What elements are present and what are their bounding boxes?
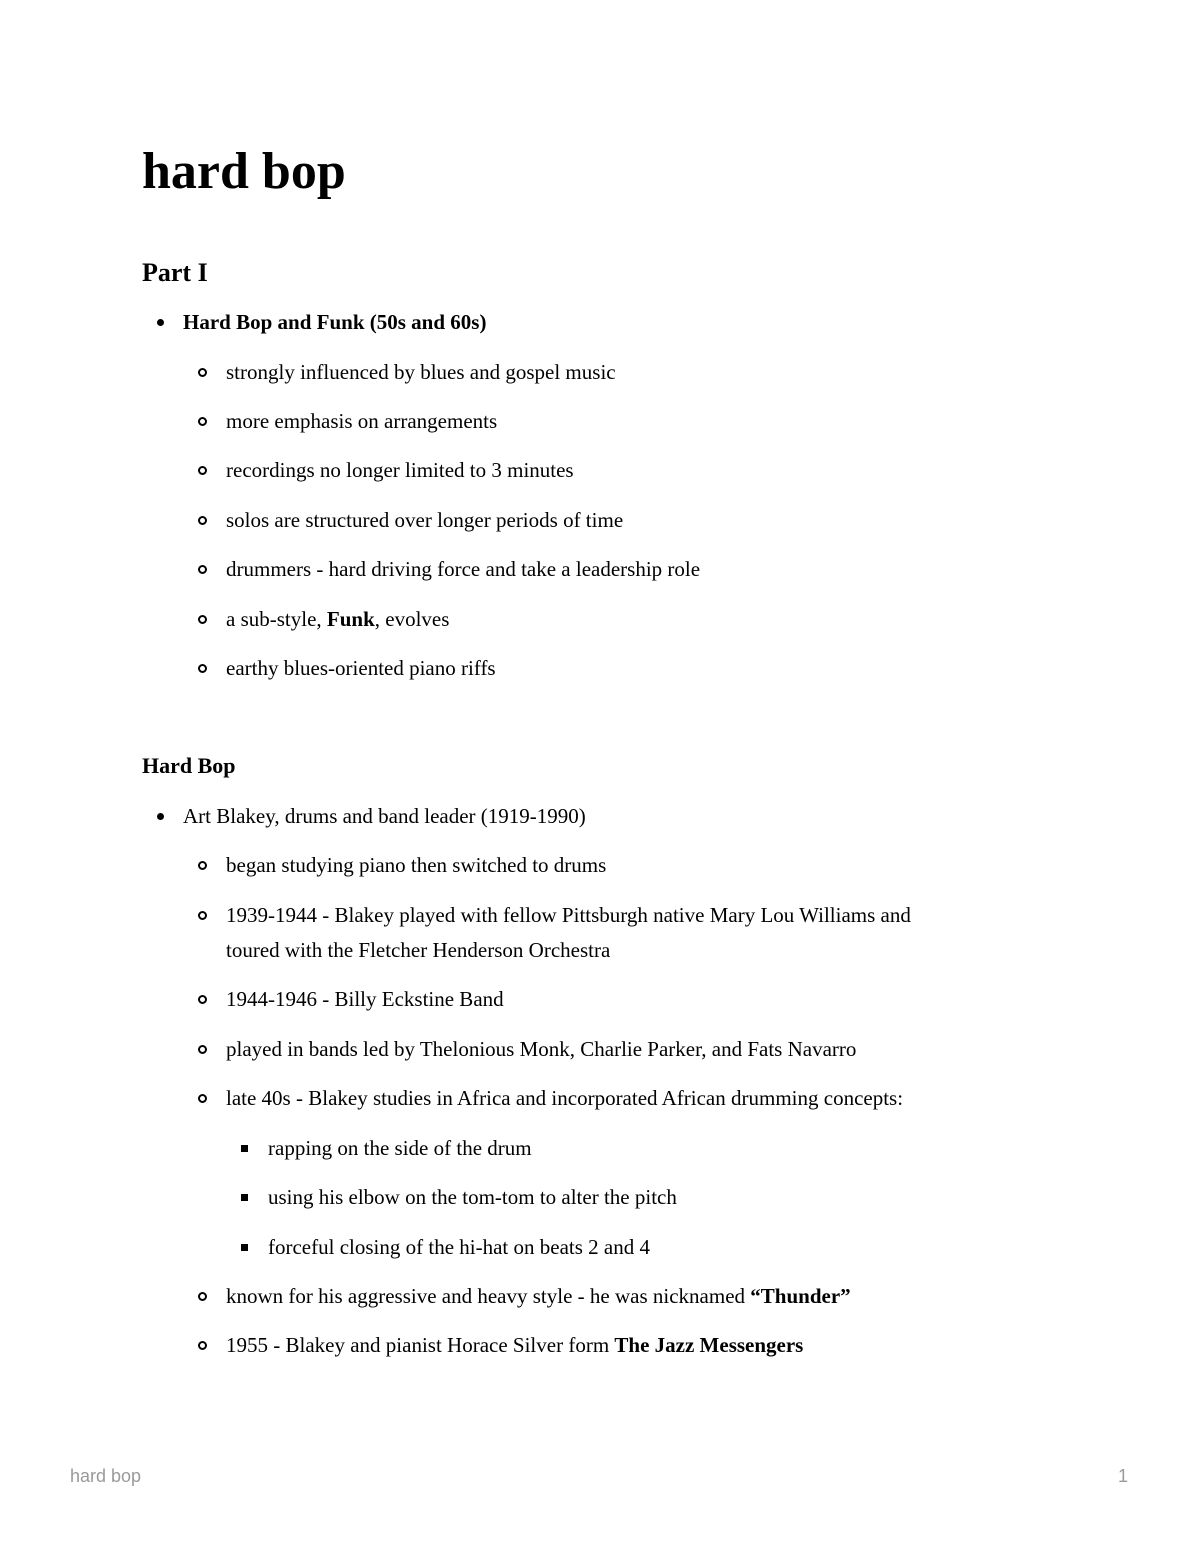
bullet-circle-icon <box>198 1045 207 1054</box>
bullet-circle-icon <box>198 1341 207 1350</box>
list-item <box>226 552 700 587</box>
bullet-circle-icon <box>198 368 207 377</box>
list-item <box>183 305 486 340</box>
list-item-text: Art Blakey, drums and band leader (1919-1990) <box>183 804 586 828</box>
list-item-text: 1955 - Blakey and pianist Horace Silver form <box>226 1333 615 1357</box>
bullet-square-icon <box>241 1145 248 1152</box>
list-item <box>226 503 623 538</box>
list-item-text: late 40s - Blakey studies in Africa and incorporated African drumming concepts: <box>226 1086 904 1110</box>
list-item <box>226 898 911 933</box>
list-item <box>226 651 496 686</box>
list-item-text: a sub-style, <box>226 607 327 631</box>
list-item-text: 1944-1946 - Billy Eckstine Band <box>226 987 504 1011</box>
list-item <box>226 848 606 883</box>
bullet-circle-icon <box>198 516 207 525</box>
list-item-text: recordings no longer limited to 3 minutes <box>226 458 574 482</box>
list-item-text: toured with the Fletcher Henderson Orchestra <box>226 938 611 962</box>
list-item-text: , evolves <box>374 607 450 631</box>
bullet-circle-icon <box>198 417 207 426</box>
list-item-text: began studying piano then switched to drums <box>226 853 607 877</box>
bullet-circle-icon <box>198 861 207 870</box>
list-item <box>226 602 449 637</box>
bullet-circle-icon <box>198 1094 207 1103</box>
list-item-text: more emphasis on arrangements <box>226 409 498 433</box>
list-item-text: forceful closing of the hi-hat on beats 2 and 4 <box>268 1235 650 1259</box>
bullet-circle-icon <box>198 664 207 673</box>
list-item-text: drummers - hard driving force and take a leadership role <box>226 557 701 581</box>
section-heading-part-i: Part I <box>142 258 208 287</box>
footer-title: hard bop <box>70 1466 142 1486</box>
list-item <box>226 982 504 1017</box>
list-item <box>268 1180 677 1215</box>
list-item <box>226 453 574 488</box>
footer-page-number: 1 <box>1118 1466 1129 1486</box>
list-item <box>183 799 586 834</box>
list-item-text: played in bands led by Thelonious Monk, Charlie Parker, and Fats Navarro <box>226 1037 857 1061</box>
bullet-circle-icon <box>198 995 207 1004</box>
section-heading-hard-bop: Hard Bop <box>142 753 236 778</box>
list-item-text: known for his aggressive and heavy style - he was nicknamed <box>226 1284 751 1308</box>
bullet-square-icon <box>241 1194 248 1201</box>
bullet-circle-icon <box>198 615 207 624</box>
list-item-text: using his elbow on the tom-tom to alter the pitch <box>268 1185 677 1209</box>
page-title: hard bop <box>142 143 346 200</box>
jazz-messengers-name: The Jazz Messengers <box>614 1333 804 1357</box>
thunder-nickname: “Thunder” <box>750 1284 851 1308</box>
list-item-text: Hard Bop and Funk (50s and 60s) <box>183 310 487 334</box>
bullet-disc-icon <box>157 813 164 820</box>
bullet-square-icon <box>241 1244 248 1251</box>
bullet-circle-icon <box>198 565 207 574</box>
list-item-text: earthy blues-oriented piano riffs <box>226 656 496 680</box>
list-item-text: strongly influenced by blues and gospel music <box>226 360 616 384</box>
list-item-text: rapping on the side of the drum <box>268 1136 532 1160</box>
list-item <box>226 1032 856 1067</box>
list-item <box>226 1279 851 1314</box>
list-item-continuation <box>226 933 610 968</box>
list-item <box>226 404 497 439</box>
list-item-text: solos are structured over longer periods of time <box>226 508 624 532</box>
list-item <box>268 1131 532 1166</box>
bullet-circle-icon <box>198 911 207 920</box>
bullet-circle-icon <box>198 466 207 475</box>
list-item <box>226 1081 903 1116</box>
list-item <box>226 355 616 390</box>
funk-term: Funk <box>326 607 375 631</box>
bullet-circle-icon <box>198 1292 207 1301</box>
list-item-text: 1939-1944 - Blakey played with fellow Pittsburgh native Mary Lou Williams and <box>226 903 911 927</box>
list-item <box>226 1328 803 1363</box>
list-item <box>268 1230 650 1265</box>
bullet-disc-icon <box>157 319 164 326</box>
